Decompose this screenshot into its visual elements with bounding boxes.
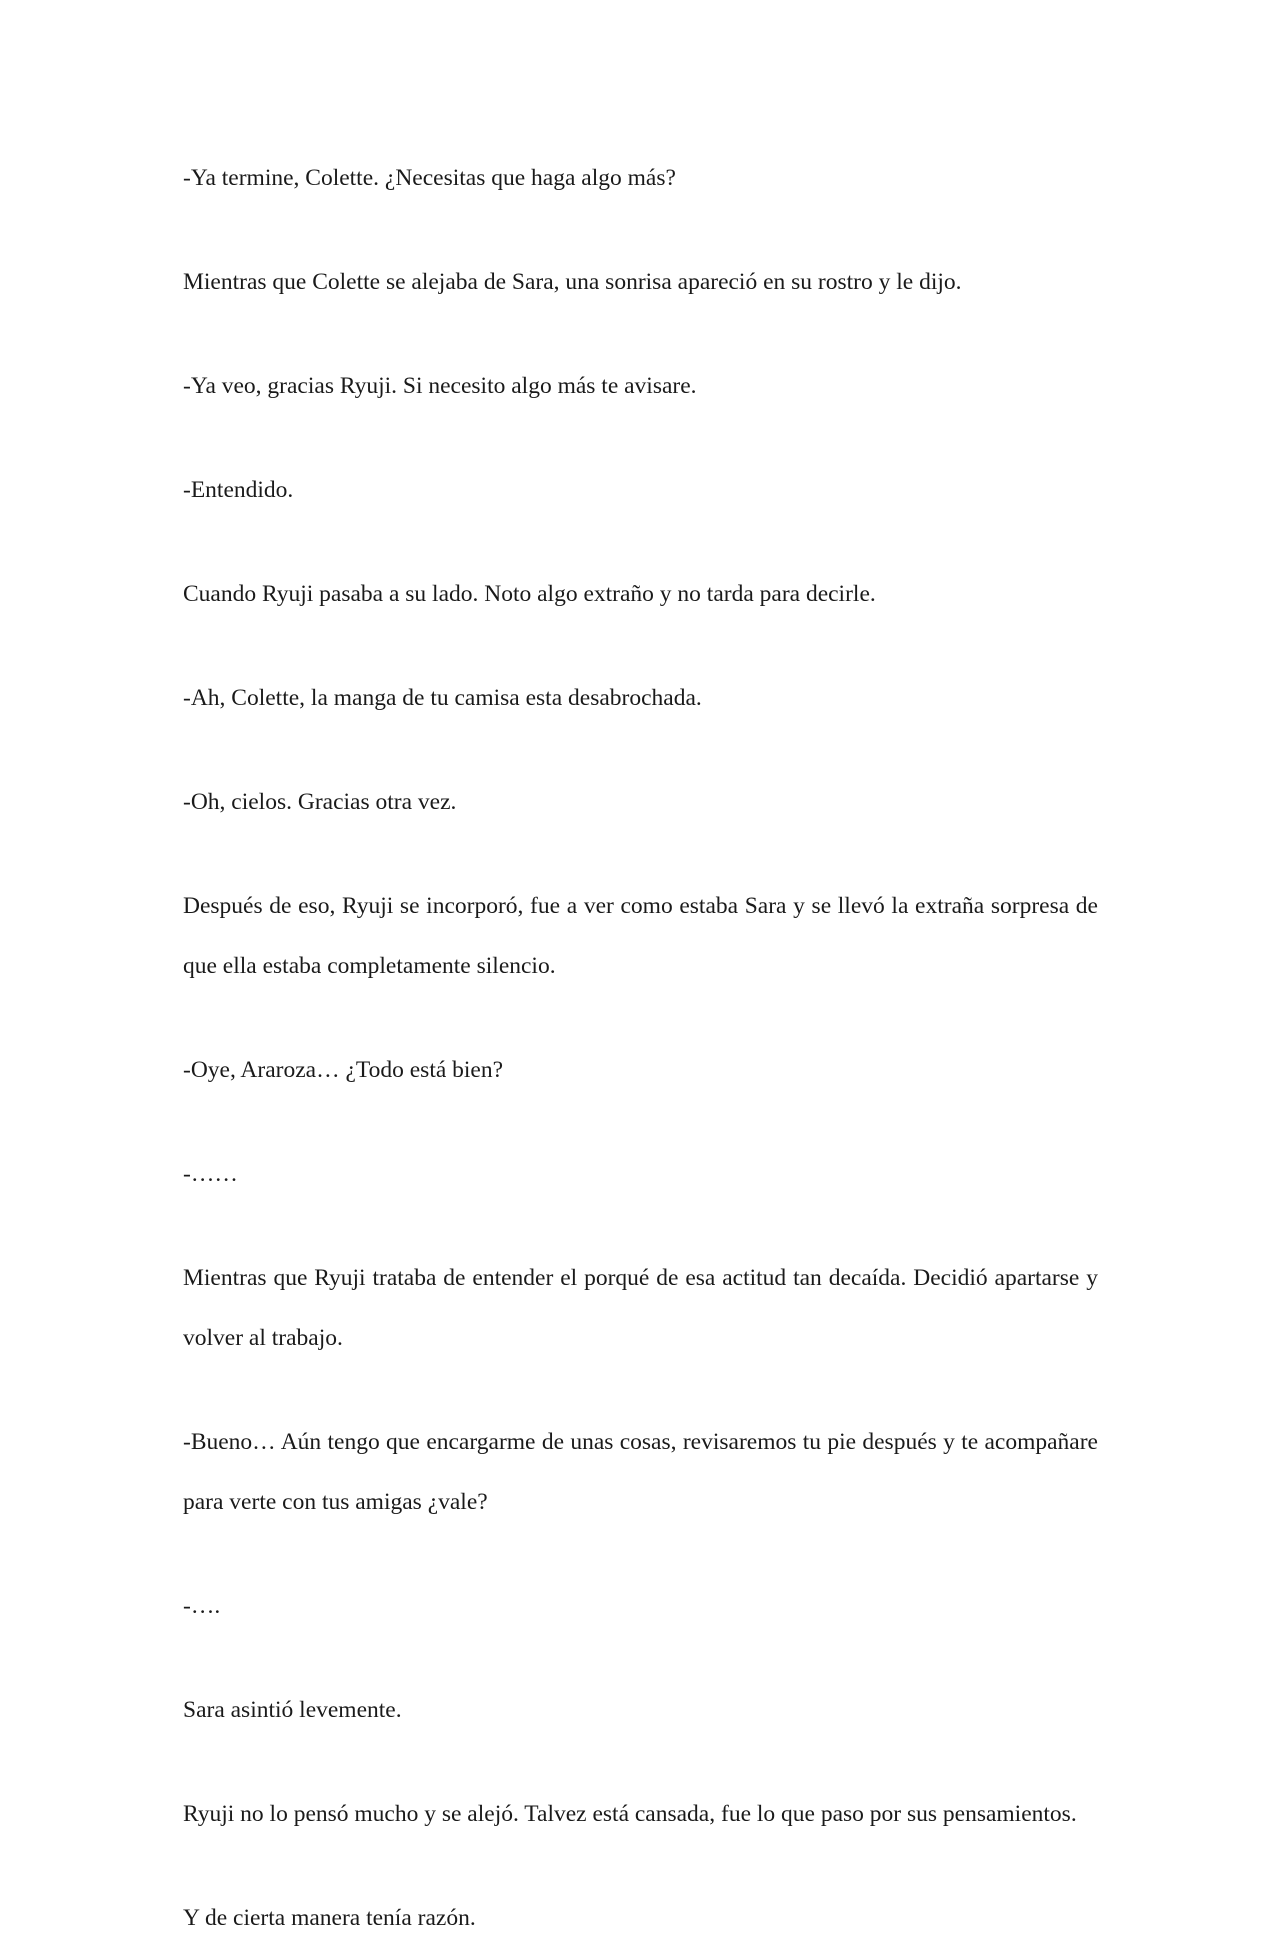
paragraph: -Entendido. [183, 477, 294, 503]
paragraph: -Oh, cielos. Gracias otra vez. [183, 789, 457, 815]
paragraph: -Bueno… Aún tengo que encargarme de unas cosas, revisaremos tu pie después y te acompañare para verte con tus amigas ¿vale? [183, 1429, 1098, 1515]
paragraph: -Ah, Colette, la manga de tu camisa esta desabrochada. [183, 685, 702, 711]
paragraph: Cuando Ryuji pasaba a su lado. Noto algo extraño y no tarda para decirle. [183, 581, 876, 607]
paragraph: -Ya termine, Colette. ¿Necesitas que haga algo más? [183, 165, 676, 191]
paragraph: Después de eso, Ryuji se incorporó, fue a ver como estaba Sara y se llevó la extraña sorpresa de que ella estaba completamente silencio. [183, 893, 1098, 979]
paragraph: Mientras que Ryuji trataba de entender el porqué de esa actitud tan decaída. Decidió apartarse y volver al trabajo. [183, 1265, 1098, 1351]
paragraph: Ryuji no lo pensó mucho y se alejó. Talvez está cansada, fue lo que paso por sus pensamientos. [183, 1801, 1077, 1827]
document-body [183, 148, 1098, 1948]
paragraph: Y de cierta manera tenía razón. [183, 1905, 476, 1931]
paragraph: -Oye, Araroza… ¿Todo está bien? [183, 1057, 504, 1083]
paragraph: -Ya veo, gracias Ryuji. Si necesito algo más te avisare. [183, 373, 697, 399]
paragraph: Sara asintió levemente. [183, 1697, 402, 1723]
paragraph: Mientras que Colette se alejaba de Sara, una sonrisa apareció en su rostro y le dijo. [183, 269, 962, 295]
paragraph: -…… [183, 1161, 238, 1187]
paragraph: -…. [183, 1593, 221, 1619]
